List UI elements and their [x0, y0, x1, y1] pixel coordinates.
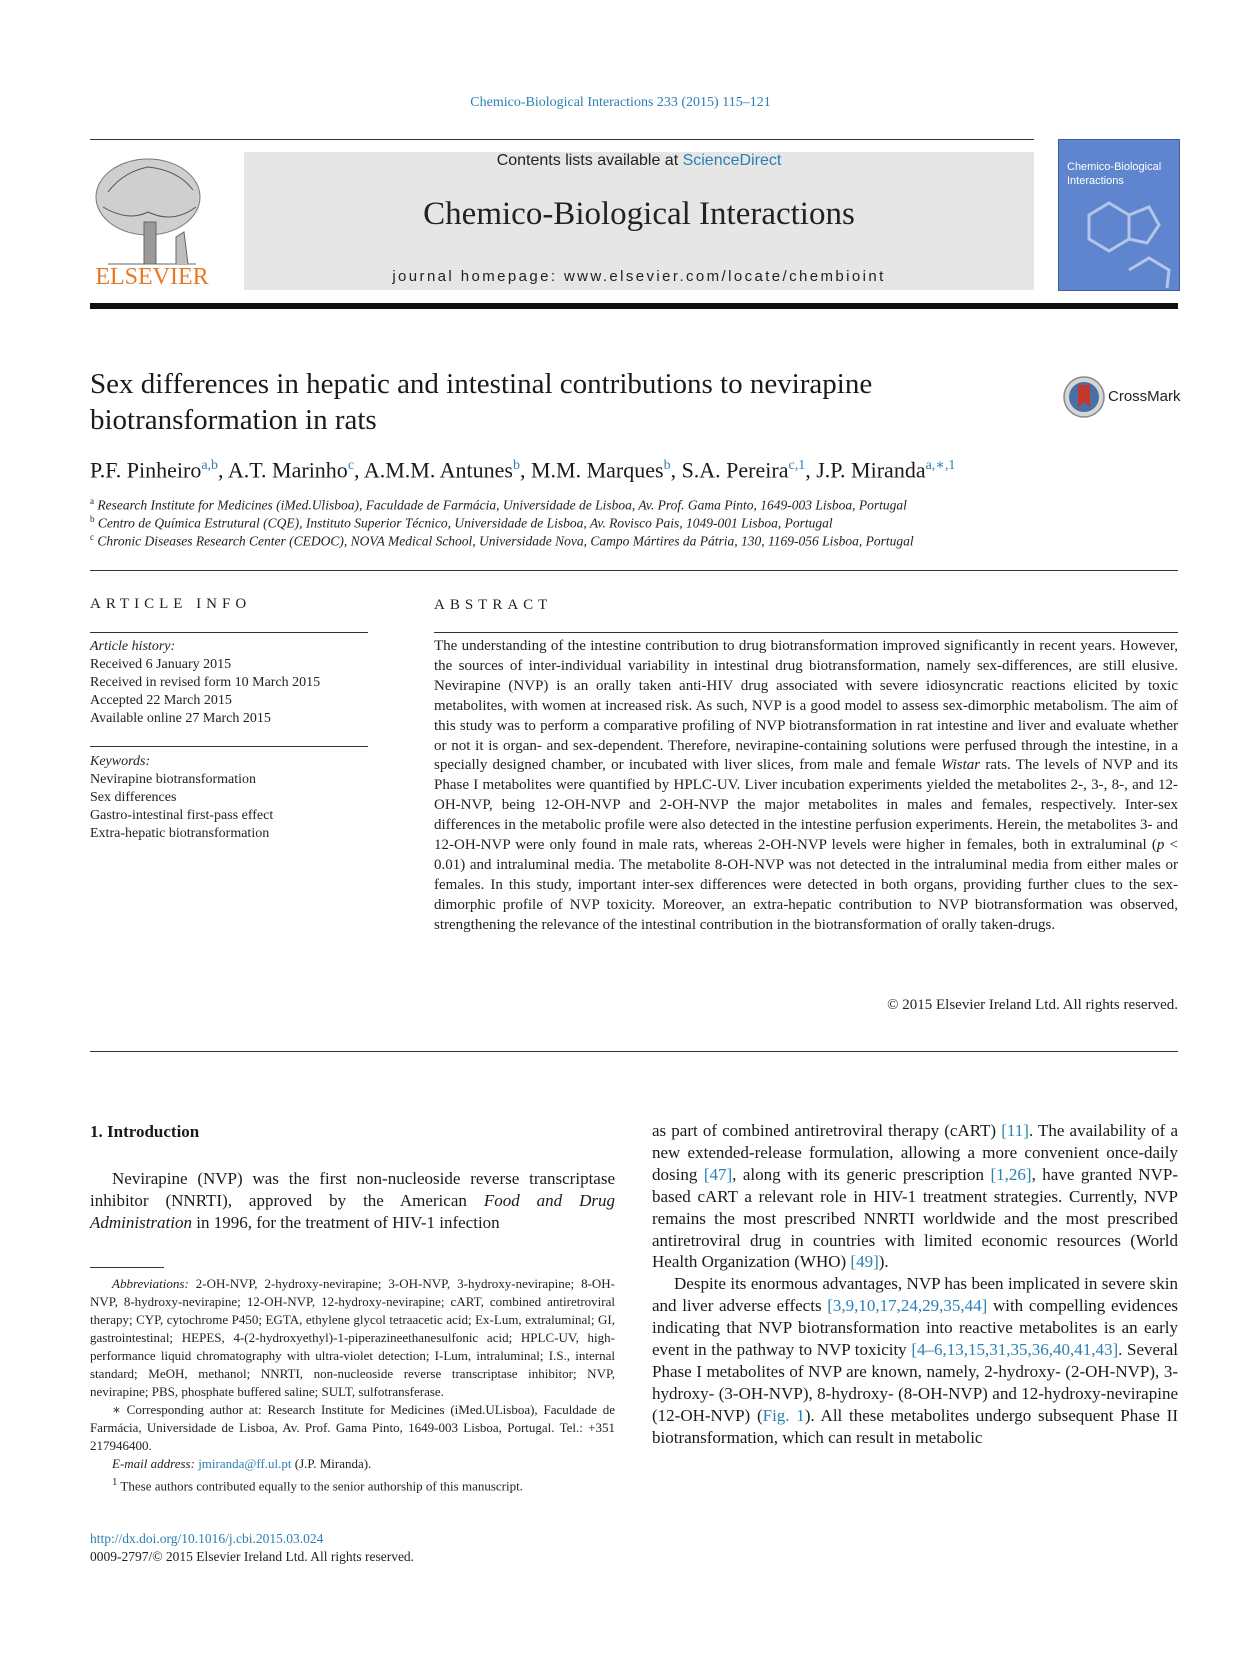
crossmark-label: CrossMark — [1108, 388, 1181, 405]
affiliation-marker: a — [90, 496, 94, 506]
author-affiliation-marker[interactable]: c — [347, 458, 355, 473]
journal-cover-thumbnail[interactable] — [1058, 139, 1180, 291]
body-text: ). All these metabolites undergo subsequent Phase II biotransformation, which can result in metabolic — [652, 1405, 1178, 1447]
author-affiliation-marker[interactable]: c,1 — [788, 458, 806, 473]
body-text: as part of combined antiretroviral therapy (cART) — [652, 1121, 1002, 1140]
author-affiliation-marker[interactable]: a,∗,1 — [925, 458, 956, 473]
citation-link[interactable]: [49] — [850, 1252, 879, 1272]
affiliation-marker: c — [90, 532, 94, 542]
journal-homepage[interactable]: journal homepage: www.elsevier.com/locate/chembioint — [392, 268, 886, 285]
body-text: Despite its enormous advantages, NVP has been implicated in severe skin and liver adverse effects — [652, 1274, 1178, 1316]
email-footnote — [90, 1455, 615, 1473]
body-text: in 1996, for the treatment of HIV-1 infection — [192, 1213, 500, 1233]
affiliations-rule — [90, 570, 1178, 571]
article-info-heading: ARTICLE INFO — [90, 596, 252, 612]
keyword-item: Nevirapine biotransformation — [90, 772, 257, 787]
author-affiliation-marker[interactable]: b — [512, 458, 520, 473]
keywords-label: Keywords: — [90, 754, 151, 769]
author-name[interactable]: M.M. Marques — [530, 457, 664, 483]
author-name[interactable]: A.T. Marinho — [227, 457, 348, 483]
doi-link[interactable]: http://dx.doi.org/10.1016/j.cbi.2015.03.024 — [90, 1531, 324, 1546]
page-footer — [90, 1530, 414, 1566]
footnote-rule — [90, 1267, 164, 1268]
abstract-copyright: © 2015 Elsevier Ireland Ltd. All rights reserved. — [887, 997, 1178, 1013]
crossmark-icon — [1062, 375, 1106, 419]
article-history — [90, 638, 368, 728]
cover-molecule-graphic — [1059, 140, 1179, 290]
author-name[interactable]: J.P. Miranda — [816, 457, 926, 483]
email-link[interactable]: jmiranda@ff.ul.pt — [198, 1456, 292, 1471]
affiliation-text: Centro de Química Estrutural (CQE), Instituto Superior Técnico, Universidade de Lisboa, Av. Rovisco Pais, 1049-001 Lisboa, Portugal — [97, 515, 833, 531]
section-heading-introduction: 1. Introduction — [90, 1122, 200, 1141]
header-thick-rule — [90, 303, 1178, 309]
history-item: Received in revised form 10 March 2015 — [90, 675, 321, 690]
intro-paragraph-2 — [652, 1273, 1178, 1448]
footnotes — [90, 1275, 615, 1495]
affiliation-text: Research Institute for Medicines (iMed.Ulisboa), Faculdade de Farmácia, Universidade de Lisboa, Av. Prof. Gama Pinto, 1649-003 Lisboa, Portugal — [97, 497, 907, 513]
author-name[interactable]: A.M.M. Antunes — [363, 457, 513, 483]
footnote-marker: 1 — [112, 1476, 118, 1488]
body-italic: Food and Drug Administration — [90, 1191, 615, 1233]
intro-left-paragraph — [90, 1168, 615, 1235]
keyword-item: Sex differences — [90, 790, 177, 805]
keywords-rule — [90, 746, 368, 747]
cover-title: Chemico-Biological Interactions — [1067, 161, 1162, 187]
affiliation-marker: b — [90, 514, 95, 524]
abstract-italic: p — [1156, 837, 1165, 854]
keyword-item: Extra-hepatic biotransformation — [90, 826, 270, 841]
author-affiliation-marker[interactable]: b — [663, 458, 671, 473]
abstract-heading: ABSTRACT — [434, 597, 553, 613]
author-name[interactable]: P.F. Pinheiro — [90, 457, 202, 483]
journal-banner — [244, 152, 1034, 290]
citation-link[interactable]: [4–6,13,15,31,35,36,40,41,43] — [911, 1340, 1119, 1360]
author-affiliation-marker[interactable]: a,b — [201, 458, 219, 473]
abstract-bottom-rule — [90, 1051, 1178, 1052]
elsevier-wordmark: ELSEVIER — [95, 264, 209, 290]
article-info-rule — [90, 632, 368, 633]
contents-line — [244, 152, 1034, 170]
body-text: . The availability of a new extended-release formulation, allowing a more convenient once-daily dosing — [652, 1121, 1178, 1184]
intro-right-column — [652, 1120, 1178, 1449]
footnote-label: E-mail address: — [112, 1456, 199, 1471]
citation-link[interactable]: [1,26] — [990, 1164, 1032, 1184]
body-text: , along with its generic prescription — [732, 1164, 991, 1184]
body-text: , have granted NVP-based cART a relevant role in HIV-1 treatment strategies. Currently, NVP remains the most prescribed NNRTI worldwide and the most prescribed antiretroviral drug in countries with limited economic resources (World Health Organization (WHO) — [652, 1164, 1178, 1272]
footnote-text: These authors contributed equally to the senior authorship of this manuscript. — [117, 1478, 523, 1494]
abbreviations-footnote — [90, 1275, 615, 1401]
keyword-item: Gastro-intestinal first-pass effect — [90, 808, 274, 823]
affiliation-text: Chronic Diseases Research Center (CEDOC), NOVA Medical School, Universidade Nova, Campo Mártires da Pátria, 130, 1169-056 Lisboa, Portugal — [97, 533, 914, 549]
affiliation-a — [90, 496, 907, 514]
issn-copyright: 0009-2797/© 2015 Elsevier Ireland Ltd. All rights reserved. — [90, 1549, 415, 1564]
abstract-text: The understanding of the intestine contribution to drug biotransformation improved significantly in recent years. However, the sources of inter-individual variability in intestinal drug biotransformation, namely sex-differences, are still elusive. Nevirapine (NVP) is an orally taken anti-HIV drug associated with severe idiosyncratic reactions elicited by toxic metabolites, with women at increased risk. As such, NVP is a good model to assess sex-dimorphic metabolism. The aim of this study was to perform a comparative profiling of NVP biotransformation in rat intestine and liver and evaluate whether or not it is organ- and sex-dependent. Therefore, nevirapine-containing solutions were perfused through the intestine, in a specially designed chamber, or incubated with liver slices, from male and female — [434, 638, 1178, 774]
citation-link[interactable]: [11] — [1001, 1121, 1029, 1140]
corresponding-author-footnote: ∗ Corresponding author at: Research Institute for Medicines (iMed.ULisboa), Faculdade de Farmácia, Universidade de Lisboa, Av. Prof. Gama Pinto, 1649-003 Lisboa, Portugal. Tel.: +351 217946400. — [90, 1402, 615, 1453]
article-title: Sex differences in hepatic and intestinal contributions to nevirapine biotransformation in rats — [90, 368, 873, 436]
citation-link[interactable]: [3,9,10,17,24,29,35,44] — [827, 1296, 988, 1316]
intro-paragraph-1 — [652, 1120, 1178, 1273]
header-rule — [90, 139, 1034, 140]
affiliation-c — [90, 532, 914, 550]
history-item: Received 6 January 2015 — [90, 657, 232, 672]
contents-prefix: Contents lists available at — [496, 152, 683, 169]
footnote-text: 2-OH-NVP, 2-hydroxy-nevirapine; 3-OH-NVP, 3-hydroxy-nevirapine; 8-OH-NVP, 8-hydroxy-nevirapine; 12-OH-NVP, 12-hydroxy-nevirapine; cART, combined antiretroviral therapy; CYP, cytochrome P450; EGTA, ethylene glycol tetraacetic acid; Ex-Lum, extraluminal; GI, gastrointestinal; HEPES, 4-(2-hydroxyethyl)-1-piperazineethanesulfonic acid; HPLC-UV, high-performance liquid chromatography with ultra-violet detection; I-Lum, intraluminal; I.S., internal standard; MeOH, methanol; NNRTI, non-nucleoside reverse transcriptase inhibitor; NVP, nevirapine; PBS, phosphate buffered saline; SULT, sulfotransferase. — [90, 1276, 615, 1399]
abstract-text: < 0.01) and intraluminal media. The metabolite 8-OH-NVP was not detected in the intraluminal media from either males or females. In this study, important inter-sex differences were detected in both organs, providing further clues to the sex-dimorphic profile of NVP toxicity. Moreover, an extra-hepatic contribution to NVP biotransformation was observed, strengthening the relevance of the intestinal contribution in the biotransformation of orally taken-drugs. — [434, 837, 1178, 933]
equal-contribution-footnote — [90, 1473, 615, 1495]
footnote-text: (J.P. Miranda). — [291, 1456, 372, 1471]
author-list: P.F. Pinheiro$^{a,b}$, A.T. Marinho$^c$, A.M.M. Antunes$^b$, M.M. Marques$^b$, S.A. Pereira$^{c,1}$, J.P. Miranda$^{a,∗,1}$ — [90, 457, 956, 483]
elsevier-tree-logo — [88, 152, 216, 290]
body-text: Nevirapine (NVP) was the first non-nucleoside reverse transcriptase inhibitor (NNRTI), approved by the American — [90, 1169, 615, 1211]
abstract-body — [434, 637, 1178, 936]
history-label: Article history: — [90, 639, 176, 654]
keywords — [90, 753, 368, 843]
history-item: Accepted 22 March 2015 — [90, 693, 232, 708]
sciencedirect-link[interactable]: ScienceDirect — [682, 152, 782, 169]
history-item: Available online 27 March 2015 — [90, 711, 271, 726]
affiliation-b — [90, 514, 833, 532]
footnote-label: Abbreviations: — [112, 1276, 189, 1291]
journal-name: Chemico-Biological Interactions — [423, 196, 855, 232]
abstract-text: rats. The levels of NVP and its Phase I metabolites were quantified by HPLC-UV. Liver incubation experiments yielded the metabolites 2-, 3-, 8-, and 12-OH-NVP, being 12-OH-NVP and 2-OH-NVP the major metabolites in males and females, respectively. Inter-sex differences in the metabolic profile were also detected in the intestine perfusion experiments. Herein, the metabolites 3- and 12-OH-NVP were only found in male rats, whereas 2-OH-NVP levels were higher in females, both in extraluminal ( — [434, 757, 1178, 854]
body-text: with compelling evidences indicating that NVP biotransformation into reactive metabolites is an early event in the pathway to NVP toxicity — [652, 1296, 1178, 1360]
abstract-rule — [434, 632, 1178, 633]
journal-reference[interactable]: Chemico-Biological Interactions 233 (2015) 115–121 — [470, 95, 771, 110]
abstract-italic: Wistar — [940, 757, 981, 774]
figure-link[interactable]: Fig. 1 — [762, 1405, 805, 1425]
body-text: . Several Phase I metabolites of NVP are known, namely, 2-hydroxy- (2-OH-NVP), 3-hydroxy- (3-OH-NVP), 8-hydroxy- (8-OH-NVP) and 12-hydroxy-nevirapine (12-OH-NVP) ( — [652, 1340, 1178, 1425]
crossmark-badge[interactable] — [1062, 375, 1192, 419]
author-name[interactable]: S.A. Pereira — [681, 457, 789, 483]
citation-link[interactable]: [47] — [703, 1164, 733, 1184]
body-text: ). — [878, 1252, 889, 1272]
